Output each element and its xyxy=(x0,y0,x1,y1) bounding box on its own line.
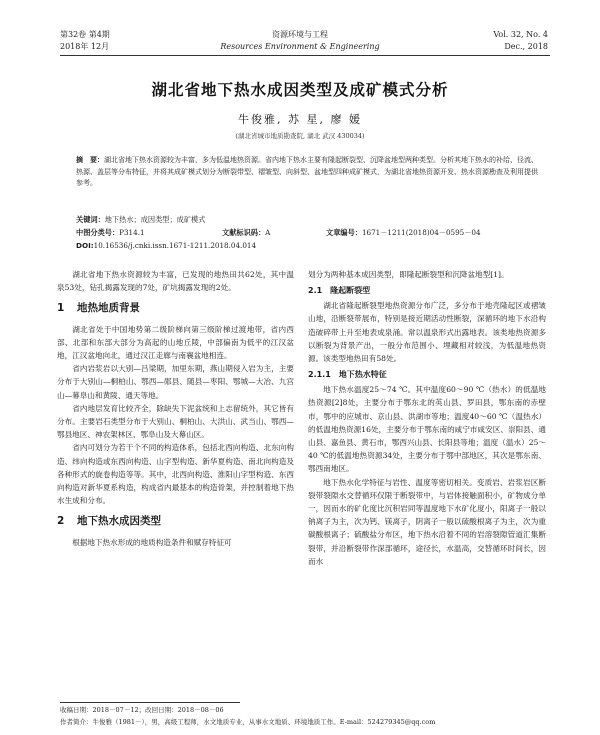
doi-value: 10.16536/j.cnki.issn.1671-1211.2018.04.014 xyxy=(93,241,257,250)
abstract xyxy=(76,155,542,190)
abstract-text: 湖北省地下热水资源较为丰富，多为低温地热资源。省内地下热水主要有隆起断裂型、沉降盆地型两种类型。分析其地下热水的补给、径流、热源、盖层等分布特征，并将其成矿模式划分为断裂带型、褶皱型、向斜型、盆地型四种成矿模式，为湖北省地热资源开发、热水资源勘查及利用提供参考。 xyxy=(76,156,538,187)
section-2-title: 地下热水成因类型 xyxy=(77,515,161,528)
classification-value: P314.1 xyxy=(119,228,145,237)
paragraph: 地下热水化学特征与岩性、温度等密切相关。变质岩、岩浆岩区断裂带裂隙水交替循环仅限于断裂带中，与岩体接触面积小，矿物成分单一，因而水的矿化度比沉积岩同等温度地下水矿化度小，阳离子一般以钠离子为主，次为钙、镁离子，阴离子一般以硫酸根离子为主，次为重碳酸根离子；硫酸盐分布区，地下热水沿着不同的岩溶裂隙管道汇集断裂带，并沿断裂带作深部循环，途径长，水温高，交替循环时间长，因而水 xyxy=(308,477,546,566)
header-volume-en: Vol. 32, No. 4 xyxy=(493,30,548,39)
section-1-heading xyxy=(57,302,294,315)
header-journal-cn: 资源环境与工程 xyxy=(272,30,328,39)
authors: 牛俊雅, 苏 星, 廖 媛 xyxy=(238,113,362,126)
abstract-label: 摘 要： xyxy=(76,156,104,164)
header-volume-cn: 第32卷 第4期 xyxy=(60,30,110,39)
intro-paragraph: 湖北省地下热水资源较为丰富，已发现的地热田共62处，其中温泉53处，钻孔揭露发现的7处，矿坑揭露发现的2处。 xyxy=(57,270,294,293)
keywords-text: 地下热水；成因类型；成矿模式 xyxy=(104,215,206,224)
right-column xyxy=(308,268,546,568)
page-title: 湖北省地下热水成因类型及成矿模式分析 xyxy=(151,81,449,99)
header-date-en: Dec., 2018 xyxy=(504,42,548,51)
paragraph: 省内地层发育比较齐全，除缺失下泥盆统和上志留统外，其它皆有分布。主要岩石类型分布于大别山、桐柏山、大洪山、武当山、鄂西—鄂县地区、神农架林区、鄂阜山及大幕山区。 xyxy=(57,403,294,440)
paragraph: 划分为两种基本成因类型，即隆起断裂型和沉降盆地型[1]。 xyxy=(308,270,509,279)
header-journal-en: Resources Environment & Engineering xyxy=(220,42,380,51)
doi xyxy=(76,241,256,251)
section-2-1-1-heading: 2.1.1 地下热水特征 xyxy=(308,370,387,380)
document-code-label: 文献标识码： xyxy=(222,228,266,237)
paragraph: 湖北省处于中国地势第二级阶梯向第三级阶梯过渡地带，省内西部、北部和东部大部分为高起的山地丘陵，中部偏南为低平的江汉盆地，江汉盆地向北，通过汉江走廊与南襄盆地相连。 xyxy=(57,324,294,361)
section-2-1-heading: 2.1 隆起断裂型 xyxy=(308,286,371,296)
paragraph: 省内岩浆岩以大别—吕梁期，加里东期，燕山期侵入岩为主，主要分布于大别山—桐柏山、鄂西—郧县、随县—枣阳、鄂城—大冶、九宫山—幕阜山和黄陵、通天等地。 xyxy=(57,364,294,400)
author-info: 作者简介：牛俊雅（1981－），男，高级工程师，水文地质专业，从事水文地质、环境地质工作。E-mail：524279345@qq.com xyxy=(60,718,436,726)
section-2-heading xyxy=(57,515,294,528)
keywords-label: 关键词： xyxy=(76,215,105,224)
paragraph: 根据地下热水形成的地质构造条件和赋存特征可 xyxy=(72,537,232,547)
footnote-rule xyxy=(60,702,240,703)
section-1-title: 地热地质背景 xyxy=(77,302,140,315)
article-number-value: 1671－1211(2018)04－0595－04 xyxy=(361,228,481,237)
header-rule xyxy=(60,55,550,56)
keywords xyxy=(76,215,205,225)
classification-label: 中图分类号： xyxy=(76,228,120,237)
doi-label: DOI: xyxy=(76,241,94,250)
paragraph: 省内可划分为若干个不同的构造体系，包括北西向构造、北东向构造、纬向构造或东西向构造、山字型构造、新华夏构造、南北向构造及各种形式的旋卷构造等等。其中，北西向构造、淮阳山字型构造、东西向构造对新华夏系构造，构成省内最基本的构造骨架，并控制着地下热水生成和分布。 xyxy=(57,443,294,506)
paragraph: 地下热水温度25～74 ℃。其中温度60～90 ℃（热水）的低温地热资源[2]8处，主要分布于鄂东北的英山县、罗田县，鄂东南的赤壁市，鄂中的应城市、京山县、洪湖市等地；温度40～60 ℃（温热水）的低温地热资源16处，主要分布于鄂东南的咸宁市咸安区、崇阳县、通山县、嘉鱼县、黄石市，鄂西兴山县、长阳县等地；温度（温水）25～40 ℃的低温地热资源34处，主要分布于鄂中部地区，其次是鄂东南、鄂西南地区。 xyxy=(308,385,546,474)
section-1-number: 1 xyxy=(57,302,65,315)
left-column xyxy=(57,268,294,549)
document-code xyxy=(222,228,270,238)
article-number-label: 文章编号： xyxy=(326,228,362,237)
document-code-value: A xyxy=(265,228,271,237)
received-date: 收稿日期：2018－07－12；改回日期：2018－08－06 xyxy=(60,706,224,714)
paragraph: 湖北省隆起断裂型地热资源分布广泛，多分布于地壳隆起区或褶皱山地，沿断裂带展布，特别是接近期活动性断裂，深循环的地下水沿构造破碎带上升至地表成泉涌。常以温泉形式出露地表。该类地热资源多以断裂为背景产出，一般分布范围小、埋藏相对较浅，为低温地热资源。该类型地热田有58处。 xyxy=(308,301,546,364)
header-date-cn: 2018年 12月 xyxy=(60,42,110,51)
classification-number xyxy=(76,228,145,238)
article-number xyxy=(326,228,481,238)
affiliation: (湖北省城市地质勘查院, 湖北 武汉 430034) xyxy=(235,132,365,140)
section-2-number: 2 xyxy=(57,515,65,528)
